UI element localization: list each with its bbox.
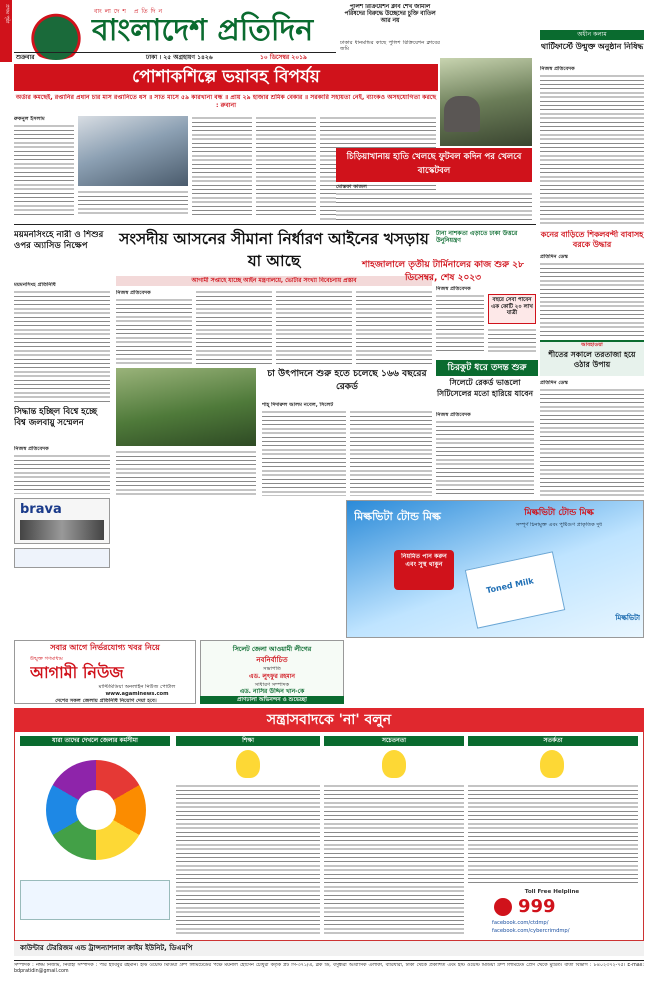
awami-president: সভাপতি bbox=[263, 666, 281, 672]
agami-web: www.agaminews.com bbox=[105, 691, 169, 697]
imprint: সম্পাদক : নঈম নিজাম, নির্বাহী সম্পাদক : পীর হাবিবুর রহমান। ইস্ট ওয়েস্ট মিডিয়া গ্রুপ লিমিটেডের পক্ষে ময়নাল হোসেন চৌধুরী কর্তৃক প্লট সি-৩৭১/এ, ব্লক ডি, বসুন্ধরা আবাসিক এলাকা, বারিধারা, ঢাকা থেকে প্রকাশিত এবং ইস্ট ওয়েস্ট মিডিয়া গ্রুপ লিমিটেড প্রেস থেকে মুদ্রিত। বার্তা বিভাগ : ৮৪০২৩৭২-৭৫। E-mail: bdpratidin@gmail.com bbox=[14, 963, 644, 974]
ct-fb1[interactable]: facebook.com/ctdmp/ bbox=[492, 920, 549, 926]
milk-tag: মিল্কভিটা bbox=[615, 614, 640, 622]
ct-col3-icon bbox=[382, 750, 406, 778]
paper-tagline: বাংলাদেশ প্রতিদিন bbox=[94, 8, 166, 15]
right-ad-label: অধীন কলাম bbox=[577, 31, 607, 38]
banner-story-headline: চিরকুট ধরে তদন্ত শুরু bbox=[447, 363, 527, 373]
lead-body-col3 bbox=[192, 116, 252, 216]
tea-byline: শাহ্ দিদারুল আলম নবেল, সিলেট bbox=[262, 402, 334, 408]
paper-name: বাংলাদেশ প্রতিদিন bbox=[92, 13, 314, 48]
lead-body-col4 bbox=[256, 116, 316, 216]
brava-logo: brava bbox=[20, 502, 62, 517]
milk-sub: সম্পূর্ণ চিনামুক্ত এবং পুষ্টিগুণ প্রাকৃতিক দুধ bbox=[515, 522, 603, 528]
side-tab-label: প্রথম পৃষ্ঠা bbox=[4, 4, 10, 24]
police-headline: সিলেটে রেকর্ড ভাঙলো সিটিসেলের মতো হারিয়ে যাবেন bbox=[436, 378, 533, 398]
right-story3-byline: প্রতিদিন ডেস্ক bbox=[540, 380, 569, 386]
right-story1-byline: নিজস্ব প্রতিবেদক bbox=[540, 66, 575, 72]
milk-slogan: নিয়মিত পান করুন এবং সুস্থ থাকুন bbox=[401, 553, 447, 568]
issue-day: শুক্রবার bbox=[16, 54, 35, 61]
awami-sub: নবনির্বাচিত bbox=[256, 656, 288, 664]
ct-hex-note bbox=[20, 880, 170, 920]
lead-byline: রুকনুল ইসলাম bbox=[14, 116, 45, 122]
ct-hotline-number: 999 bbox=[518, 896, 556, 917]
second-lead-col2 bbox=[196, 290, 272, 364]
terminal-body-1 bbox=[436, 294, 484, 354]
issue-date-bn: ঢাকা । ২৫ অগ্রহায়ণ ১৪২৬ bbox=[146, 54, 213, 61]
ct-col4-list bbox=[468, 784, 638, 884]
right-story2-byline: প্রতিদিন ডেস্ক bbox=[540, 254, 569, 260]
milk-brand-logo: মিল্কভিটা টোন্ড মিল্ক bbox=[354, 510, 441, 523]
lead-body-col1 bbox=[14, 124, 74, 216]
right-story3-body bbox=[540, 388, 644, 496]
lead-photo bbox=[78, 116, 188, 186]
second-lead-byline: নিজস্ব প্রতিবেদক bbox=[116, 290, 151, 296]
issue-date-en: ১০ ডিসেম্বর ২০১৯ bbox=[260, 54, 307, 61]
second-lead-headline: সংসদীয় আসনের সীমানা নির্ধারণ আইনের খসড়ায় যা আছে bbox=[119, 230, 429, 270]
zoo-headline: চিড়িয়াখানায় হাতি খেলছে ফুটবল কদিন পর খেলবে বাস্কেটবল bbox=[346, 152, 522, 176]
police-byline: নিজস্ব প্রতিবেদক bbox=[436, 412, 471, 418]
awami-name1: এড. লুৎফুর রহমান bbox=[249, 673, 295, 680]
agami-desc: মাল্টিমিডিয়া অনলাইন নিউজ পোর্টাল bbox=[98, 684, 176, 690]
second-lead-subhead: আগামী সপ্তাহে যাচ্ছে আইন মন্ত্রণালয়ে, ভোটার সংখ্যা বিবেচনায় প্রস্তাব bbox=[191, 278, 357, 284]
second-lead-col4 bbox=[356, 290, 432, 364]
agami-top: সবার আগে নির্ভরযোগ্য খবর নিয়ে bbox=[50, 643, 160, 652]
awami-name3: এড. নাসির উদ্দিন খান-কে bbox=[239, 688, 305, 695]
right-story2-body bbox=[540, 262, 644, 336]
terminal-callout-text: বছরে সেবা পাবেন এক কোটি ২০ লাখ যাত্রী bbox=[491, 297, 533, 316]
tea-photo bbox=[116, 368, 256, 446]
left-story2-headline: সিদ্ধান্ত হচ্ছিল বিশ্বে হচ্ছে বিশ্ব জলবায়ু সম্মেলন bbox=[14, 406, 97, 427]
left-story1-byline: ময়মনসিংহ প্রতিনিধি bbox=[14, 282, 56, 288]
imprint-rule bbox=[14, 960, 644, 961]
left-story1-headline: ময়মনসিংহে নারী ও শিশুর ওপর অ্যাসিড নিক্ষেপ bbox=[14, 230, 104, 251]
agami-reporters: দেশের সকল জেলায় প্রতিনিধি নিয়োগ দেয়া হবে। bbox=[55, 698, 157, 704]
lead-body-col2 bbox=[78, 190, 188, 216]
ct-title: সন্ত্রাসবাদকে 'না' বলুন bbox=[266, 712, 392, 728]
tea-headline: চা উৎপাদনে শুরু হতে চলেছে ১৬৬ বছরের রেকর্ড bbox=[267, 368, 427, 392]
tea-body-3 bbox=[116, 450, 256, 496]
ct-fb2[interactable]: facebook.com/cybercrimdmp/ bbox=[492, 928, 570, 934]
right-story1-title: থার্টিফার্স্টে উন্মুক্ত অনুষ্ঠান নিষিদ্ধ bbox=[540, 42, 644, 51]
ct-hex-center bbox=[76, 790, 116, 830]
row2-rule bbox=[14, 224, 536, 225]
top-story-title: পুলিশ রিক্রিয়েশন ক্লাব শেখ জামাল পরিষদের বিরুদ্ধে উচ্ছেদের চুক্তি বাতিল আর নয় bbox=[344, 4, 436, 25]
second-lead-col1 bbox=[116, 298, 192, 364]
ct-col2-title: শিক্ষা bbox=[176, 736, 320, 746]
terminal-body-2 bbox=[488, 328, 536, 354]
ct-col4-title: সতর্কতা bbox=[468, 736, 638, 746]
ct-col3-list bbox=[324, 784, 464, 934]
ct-col1-title: যারা তাদের দেখলে জেলার কর্মসীমা bbox=[20, 736, 170, 746]
right-story2-title: কনের বাড়িতে শিকলবন্দী বাবাসহ বরকে উদ্ধার bbox=[540, 230, 644, 249]
ct-phone-icon bbox=[494, 898, 512, 916]
ct-col3-title: সচেতনতা bbox=[324, 736, 464, 746]
second-lead-col3 bbox=[276, 290, 352, 364]
right-story1-body bbox=[540, 74, 644, 226]
awami-title: সিলেট জেলা আওয়ামী লীগের bbox=[232, 645, 312, 653]
top-story-snippet: ঢাকার ধানমন্ডির কাছে পুলিশ রিক্রিয়েশন ক্লাবের জমি bbox=[340, 40, 440, 53]
left-story1-body bbox=[14, 290, 110, 402]
zoo-byline: মোস্তফা কাজল bbox=[336, 184, 367, 190]
awami-greet: প্রাণঢালা অভিনন্দন ও শুভেচ্ছা bbox=[237, 697, 307, 703]
brava-product bbox=[20, 520, 104, 540]
tea-body-2 bbox=[350, 410, 432, 496]
ct-footer: কাউন্টার টেররিজম এন্ড ট্রান্সন্যাশনাল ক্রাইম ইউনিট, ডিএমপি bbox=[20, 944, 193, 952]
lead-subhead: অর্ডার কমছেই, রপ্তানির প্রধান চার মাস রপ্তানিতে ধস ॥ সাত মাসে ৫৯ কারখানা বন্ধ ॥ প্রায় ২৯ হাজার শ্রমিক বেকার ॥ সরকারি সহায়তা নেই, ব্যাংকও অসহযোগিতা করছে : রুবানা bbox=[15, 94, 437, 109]
ct-hotline-label: Toll Free Helpline bbox=[524, 889, 580, 895]
small-ad bbox=[14, 548, 110, 568]
masthead-rule bbox=[14, 52, 336, 53]
left-story2-byline: নিজস্ব প্রতিবেদক bbox=[14, 446, 49, 452]
agami-sub: উন্মুক্ত গণমাধ্যম bbox=[30, 656, 63, 662]
awami-name2: সাধারণ সম্পাদক bbox=[254, 682, 290, 688]
ct-col4-icon bbox=[540, 750, 564, 778]
agami-name: আগামী নিউজ bbox=[30, 663, 124, 682]
ct-col2-list bbox=[176, 784, 320, 934]
ct-col2-icon bbox=[236, 750, 260, 778]
lead-headline: পোশাকশিল্পে ভয়াবহ বিপর্যয় bbox=[132, 67, 320, 87]
police-body bbox=[436, 420, 534, 496]
milk-pack-label: Toned Milk bbox=[485, 576, 535, 596]
milk-title: মিল্কভিটা টোন্ড মিল্ক bbox=[524, 508, 594, 518]
terminal-byline: নিজস্ব প্রতিবেদক bbox=[436, 286, 471, 292]
tea-body-1 bbox=[262, 410, 346, 496]
right-story3-kicker: আবহাওয়া bbox=[581, 342, 603, 348]
left-story2-body bbox=[14, 454, 110, 494]
zoo-body bbox=[336, 192, 532, 220]
terminal-kicker: টানা নাশকতা এড়াতে ঢাকা উত্তরে উনুনিয়ন্ত্রণ bbox=[436, 230, 518, 245]
terminal-kicker-body bbox=[436, 254, 534, 258]
elephant-photo bbox=[444, 96, 480, 132]
right-story3-title: শীতের সকালে তরতাজা হয়ে ওঠার উপায় bbox=[548, 350, 636, 369]
terminal-headline-visible: শাহজালালে তৃতীয় টার্মিনালের কাজ শুরু ২৮ ডিসেম্বর, শেষ ২০২৩ bbox=[362, 260, 524, 283]
